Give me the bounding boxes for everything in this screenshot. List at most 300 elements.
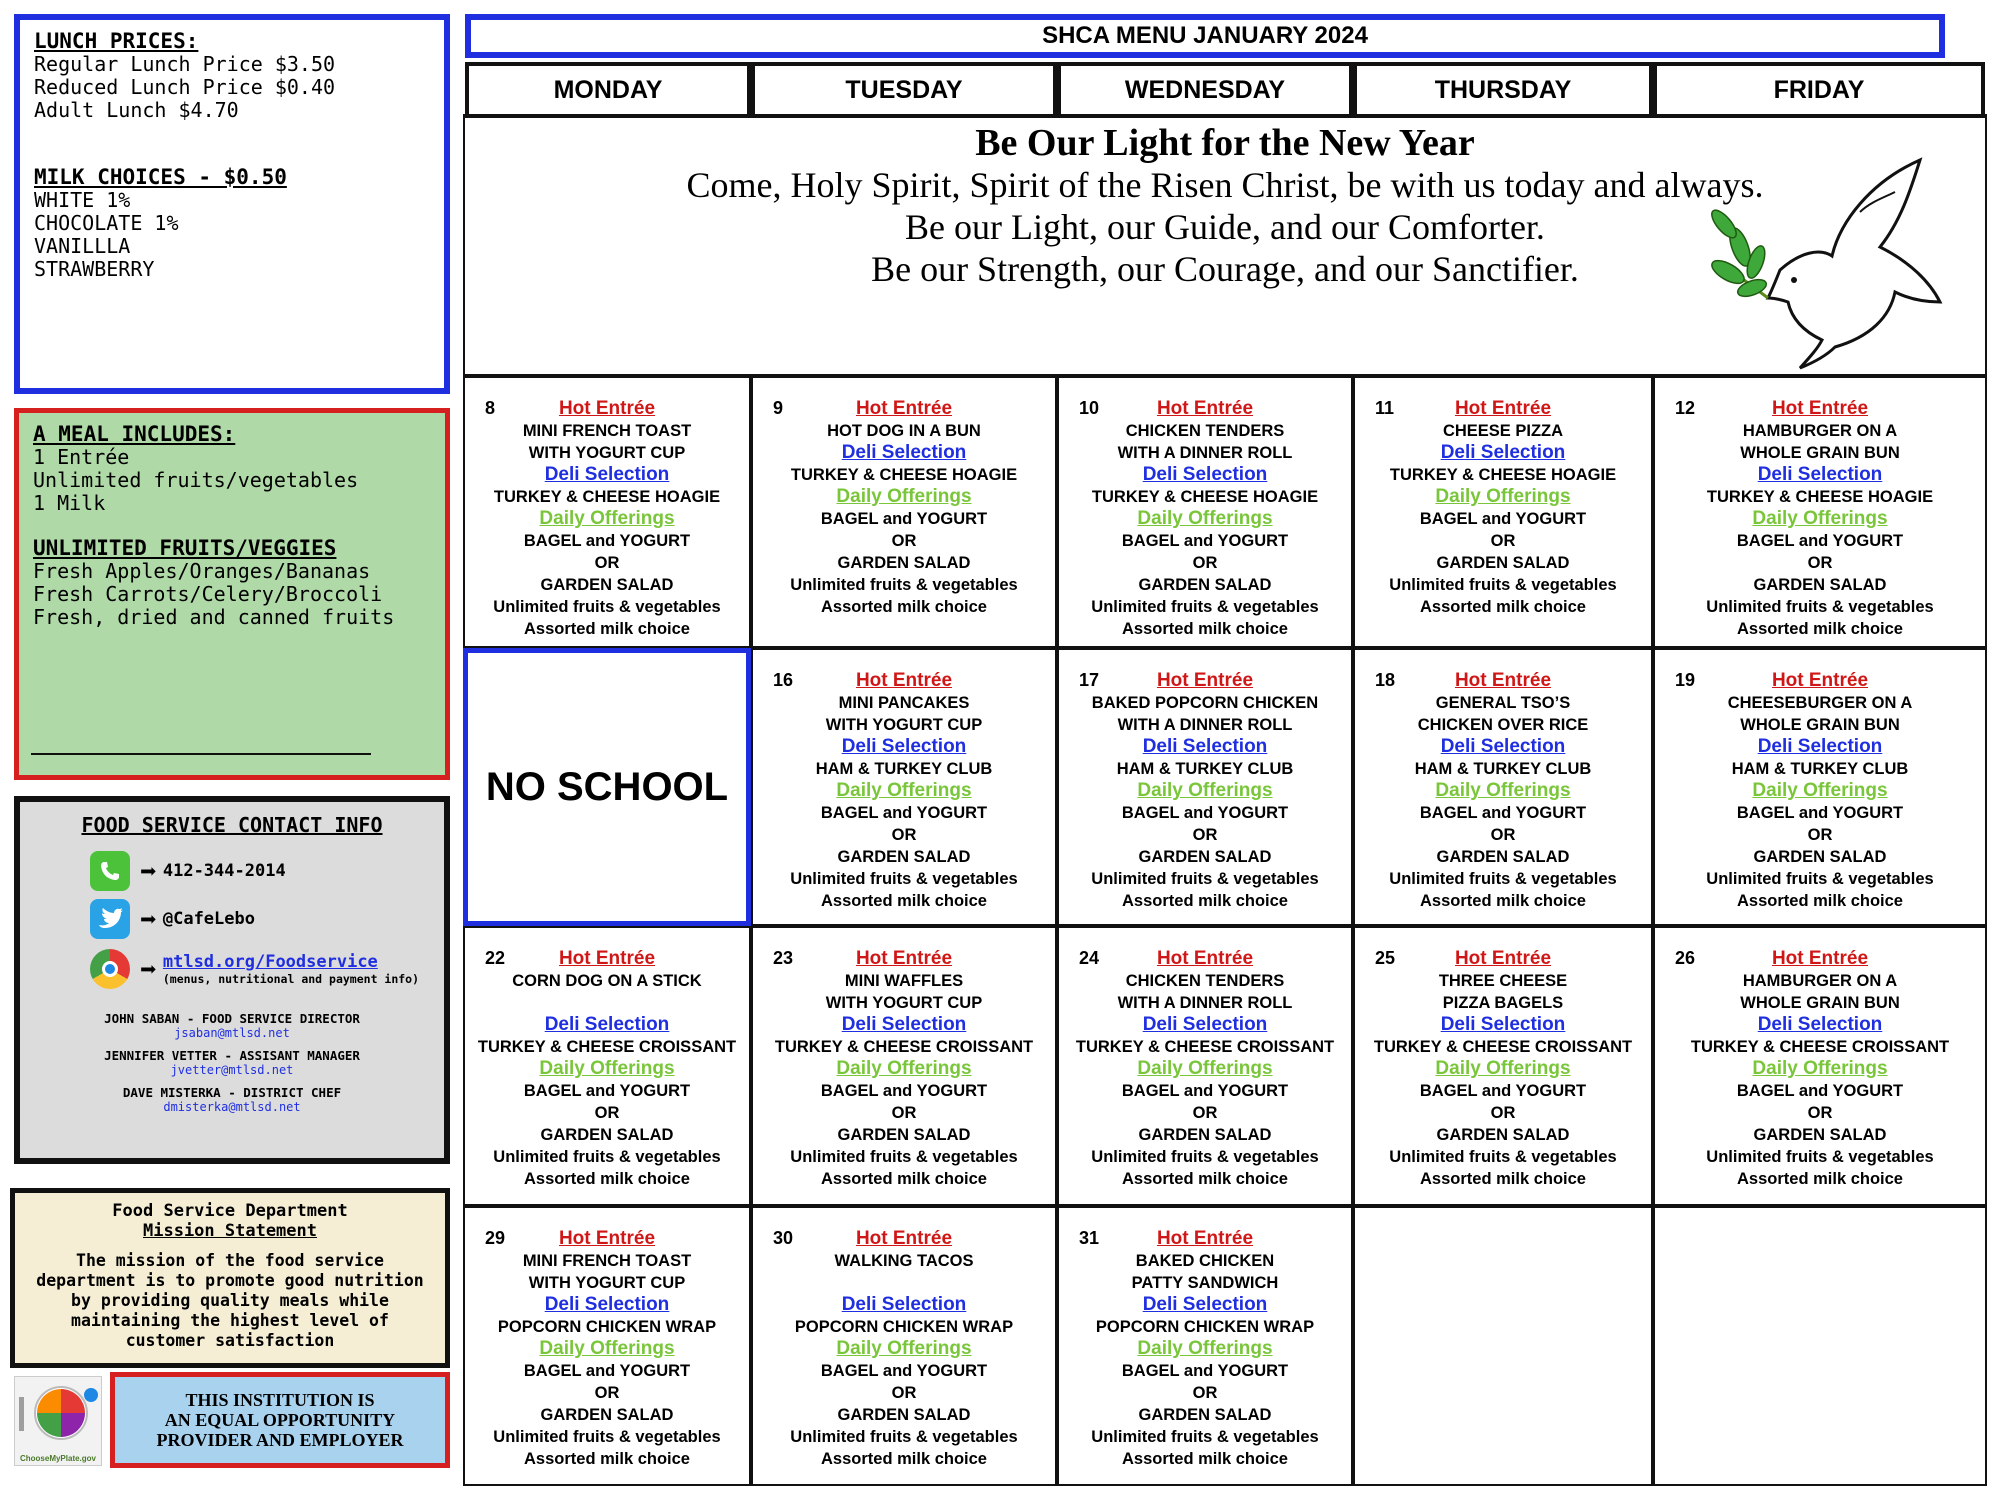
deli-item: HAM & TURKEY CLUB (815, 760, 993, 778)
daily-offering-item: BAGEL and YOGURT (523, 1362, 691, 1380)
daily-offering-item: GARDEN SALAD (1436, 554, 1570, 572)
hot-entree-item: WITH YOGURT CUP (528, 1274, 686, 1292)
milk-choice-note: Assorted milk choice (1122, 1450, 1288, 1468)
menu-day-cell (1353, 376, 1653, 648)
deli-selection-label: Deli Selection (1440, 736, 1566, 757)
staff-title: DAVE MISTERKA - DISTRICT CHEF (122, 1085, 342, 1100)
unlimited-fruits-note: Unlimited fruits & vegetables (1706, 598, 1934, 616)
hot-entree-item: WITH A DINNER ROLL (1117, 716, 1293, 734)
day-number: 17 (1079, 670, 1100, 690)
deli-item: HAM & TURKEY CLUB (1414, 760, 1592, 778)
day-number: 29 (485, 1228, 506, 1248)
daily-offering-item: BAGEL and YOGURT (820, 510, 988, 528)
meal-item: 1 Milk (33, 491, 106, 515)
menu-day-cell (1057, 376, 1353, 648)
milk-choice-note: Assorted milk choice (524, 1450, 690, 1468)
deli-item: POPCORN CHICKEN WRAP (497, 1318, 717, 1336)
menu-day-cell (751, 648, 1057, 926)
deli-selection-label: Deli Selection (1757, 736, 1883, 757)
hot-entree-item: MINI WAFFLES (844, 972, 964, 990)
day-number: 25 (1375, 948, 1396, 968)
staff-email[interactable]: dmisterka@mtlsd.net (163, 1100, 301, 1114)
menu-day-cell (463, 376, 751, 648)
menu-day-cell (751, 1206, 1057, 1486)
menu-day-content (1355, 670, 1651, 912)
daily-offering-item: BAGEL and YOGURT (1121, 1362, 1289, 1380)
menu-day-cell (1057, 1206, 1353, 1486)
hot-entree-item: MINI PANCAKES (838, 694, 970, 712)
day-number: 10 (1079, 398, 1100, 418)
or-separator: OR (1192, 554, 1218, 572)
banner-line: Be our Light, our Guide, and our Comforter. (905, 207, 1545, 247)
or-separator: OR (891, 532, 917, 550)
hot-entree-item: WHOLE GRAIN BUN (1740, 716, 1900, 734)
hot-entree-label: Hot Entrée (1156, 670, 1254, 691)
hot-entree-label: Hot Entrée (1771, 670, 1869, 691)
hot-entree-item: GENERAL TSO’S (1435, 694, 1571, 712)
hot-entree-item: WALKING TACOS (834, 1252, 974, 1270)
eeo-line: AN EQUAL OPPORTUNITY (164, 1410, 396, 1430)
daily-offering-item: GARDEN SALAD (540, 576, 674, 594)
deli-item: TURKEY & CHEESE HOAGIE (1706, 488, 1934, 506)
twitter-icon (90, 899, 130, 939)
unlimited-fruits-note: Unlimited fruits & vegetables (493, 1148, 721, 1166)
veggie-item: Fresh Carrots/Celery/Broccoli (33, 582, 383, 606)
daily-offerings-label: Daily Offerings (1137, 1338, 1273, 1359)
menu-day-cell (463, 1206, 751, 1486)
milk-choice-note: Assorted milk choice (1122, 620, 1288, 638)
milk-choice-note: Assorted milk choice (524, 620, 690, 638)
menu-day-content (753, 948, 1055, 1190)
day-number: 22 (485, 948, 506, 968)
myplate-label: ChooseMyPlate.gov (19, 1454, 96, 1463)
staff-title: JOHN SABAN - FOOD SERVICE DIRECTOR (104, 1011, 360, 1026)
daily-offering-item: BAGEL and YOGURT (820, 1362, 988, 1380)
twitter-handle[interactable]: @CafeLebo (162, 909, 255, 929)
staff-entry (30, 1085, 434, 1114)
daily-offerings-label: Daily Offerings (1752, 1058, 1888, 1079)
hot-entree-item: CORN DOG ON A STICK (512, 972, 702, 990)
website-link[interactable]: mtlsd.org/Foodservice (162, 952, 378, 972)
milk-choice-note: Assorted milk choice (1737, 892, 1903, 910)
daily-offering-item: GARDEN SALAD (1436, 848, 1570, 866)
or-separator: OR (1192, 1384, 1218, 1402)
deli-selection-label: Deli Selection (1757, 464, 1883, 485)
or-separator: OR (1192, 826, 1218, 844)
daily-offering-item: GARDEN SALAD (1138, 848, 1272, 866)
daily-offering-item: BAGEL and YOGURT (1121, 804, 1289, 822)
hot-entree-item: PATTY SANDWICH (1131, 1274, 1279, 1292)
staff-title: JENNIFER VETTER - ASSISANT MANAGER (104, 1048, 360, 1063)
hot-entree-item: WITH YOGURT CUP (825, 716, 983, 734)
menu-day-cell (1653, 376, 1987, 648)
hot-entree-label: Hot Entrée (855, 398, 953, 419)
banner-line: Be our Strength, our Courage, and our Sanctifier. (871, 249, 1579, 289)
website-note: (menus, nutritional and payment info) (162, 972, 420, 986)
unlimited-fruits-note: Unlimited fruits & vegetables (1389, 576, 1617, 594)
deli-item: POPCORN CHICKEN WRAP (794, 1318, 1014, 1336)
milk-choice-note: Assorted milk choice (1737, 1170, 1903, 1188)
hot-entree-item: BAKED CHICKEN (1135, 1252, 1275, 1270)
day-number: 24 (1079, 948, 1100, 968)
phone-row (90, 847, 434, 895)
daily-offering-item: BAGEL and YOGURT (523, 532, 691, 550)
mission-title: Food Service Department (112, 1201, 348, 1221)
day-header-monday (465, 62, 751, 118)
daily-offering-item: GARDEN SALAD (1436, 1126, 1570, 1144)
milk-choice-note: Assorted milk choice (1737, 620, 1903, 638)
chrome-icon (90, 949, 130, 989)
price-line: Adult Lunch $4.70 (34, 98, 239, 122)
deli-item: TURKEY & CHEESE HOAGIE (1389, 466, 1617, 484)
day-header-thursday (1353, 62, 1653, 118)
day-number: 9 (773, 398, 784, 418)
hot-entree-label: Hot Entrée (1771, 948, 1869, 969)
menu-day-cell (1057, 648, 1353, 926)
hot-entree-label: Hot Entrée (855, 948, 953, 969)
deli-selection-label: Deli Selection (1142, 1014, 1268, 1035)
deli-selection-label: Deli Selection (1142, 1294, 1268, 1315)
daily-offering-item: BAGEL and YOGURT (1121, 532, 1289, 550)
lunch-prices-box (14, 14, 450, 394)
milk-choices-heading: MILK CHOICES - $0.50 (34, 165, 287, 189)
daily-offering-item: BAGEL and YOGURT (1419, 510, 1587, 528)
dove-illustration (1710, 152, 1960, 372)
day-header-friday (1653, 62, 1985, 118)
daily-offering-item: GARDEN SALAD (837, 1406, 971, 1424)
unlimited-fruits-note: Unlimited fruits & vegetables (1091, 1148, 1319, 1166)
hot-entree-item: WITH A DINNER ROLL (1117, 444, 1293, 462)
arrow-right-icon: ➡ (140, 854, 157, 888)
veggie-item: Fresh Apples/Oranges/Bananas (33, 559, 371, 583)
daily-offering-item: GARDEN SALAD (1138, 1126, 1272, 1144)
hot-entree-item: CHICKEN TENDERS (1125, 422, 1285, 440)
day-number: 31 (1079, 1228, 1100, 1248)
or-separator: OR (1807, 554, 1833, 572)
hot-entree-item: CHICKEN TENDERS (1125, 972, 1285, 990)
or-separator: OR (1490, 532, 1516, 550)
hot-entree-item: WITH YOGURT CUP (825, 994, 983, 1012)
daily-offering-item: BAGEL and YOGURT (1736, 532, 1904, 550)
unlimited-fruits-note: Unlimited fruits & vegetables (493, 598, 721, 616)
deli-item: HAM & TURKEY CLUB (1116, 760, 1294, 778)
phone-icon (90, 851, 130, 891)
hot-entree-item: HAMBURGER ON A (1742, 972, 1898, 990)
milk-item: CHOCOLATE 1% (34, 211, 179, 235)
hot-entree-label: Hot Entrée (1454, 670, 1552, 691)
milk-choice-note: Assorted milk choice (821, 1450, 987, 1468)
milk-choice-note: Assorted milk choice (524, 1170, 690, 1188)
meal-item: 1 Entrée (33, 445, 130, 469)
unlimited-fruits-note: Unlimited fruits & vegetables (1091, 870, 1319, 888)
hot-entree-item: CHICKEN OVER RICE (1417, 716, 1589, 734)
hot-entree-label: Hot Entrée (1156, 948, 1254, 969)
menu-day-cell (1353, 648, 1653, 926)
deli-selection-label: Deli Selection (841, 1014, 967, 1035)
daily-offering-item: BAGEL and YOGURT (1419, 804, 1587, 822)
menu-day-cell (463, 926, 751, 1206)
or-separator: OR (594, 1104, 620, 1122)
day-number: 26 (1675, 948, 1696, 968)
menu-day-content (1355, 948, 1651, 1190)
or-separator: OR (891, 1384, 917, 1402)
deli-item: TURKEY & CHEESE CROISSANT (1075, 1038, 1335, 1056)
menu-day-content (465, 1228, 749, 1470)
hot-entree-item: WHOLE GRAIN BUN (1740, 994, 1900, 1012)
twitter-row (90, 895, 434, 943)
day-number: 12 (1675, 398, 1696, 418)
hot-entree-item: CHEESE PIZZA (1442, 422, 1564, 440)
hot-entree-label: Hot Entrée (558, 398, 656, 419)
day-header-wednesday (1057, 62, 1353, 118)
unlimited-fruits-note: Unlimited fruits & vegetables (790, 1148, 1018, 1166)
contact-box (14, 796, 450, 1164)
veggie-item: Fresh, dried and canned fruits (33, 605, 395, 629)
daily-offering-item: BAGEL and YOGURT (820, 1082, 988, 1100)
unlimited-fruits-note: Unlimited fruits & vegetables (790, 870, 1018, 888)
deli-selection-label: Deli Selection (1440, 442, 1566, 463)
day-header-label: TUESDAY (845, 75, 963, 104)
deli-selection-label: Deli Selection (544, 1014, 670, 1035)
hot-entree-label: Hot Entrée (1454, 398, 1552, 419)
daily-offering-item: GARDEN SALAD (1753, 1126, 1887, 1144)
deli-selection-label: Deli Selection (841, 736, 967, 757)
myplate-logo (14, 1376, 102, 1466)
or-separator: OR (891, 1104, 917, 1122)
empty-cell (1353, 1206, 1653, 1486)
daily-offerings-label: Daily Offerings (539, 1058, 675, 1079)
unlimited-fruits-note: Unlimited fruits & vegetables (790, 1428, 1018, 1446)
menu-title (465, 14, 1945, 58)
price-line: Reduced Lunch Price $0.40 (34, 75, 336, 99)
daily-offering-item: BAGEL and YOGURT (820, 804, 988, 822)
menu-day-content (465, 948, 749, 1190)
eeo-line: PROVIDER AND EMPLOYER (156, 1430, 404, 1450)
unlimited-fruits-note: Unlimited fruits & vegetables (790, 576, 1018, 594)
or-separator: OR (1490, 826, 1516, 844)
daily-offerings-label: Daily Offerings (836, 1338, 972, 1359)
menu-day-content (1655, 670, 1985, 912)
daily-offering-item: BAGEL and YOGURT (1736, 1082, 1904, 1100)
no-school-label: NO SCHOOL (485, 764, 729, 809)
unlimited-fruits-note: Unlimited fruits & vegetables (1091, 598, 1319, 616)
daily-offerings-label: Daily Offerings (1137, 1058, 1273, 1079)
staff-email[interactable]: jvetter@mtlsd.net (170, 1063, 294, 1077)
deli-selection-label: Deli Selection (544, 464, 670, 485)
menu-day-cell (751, 926, 1057, 1206)
staff-email[interactable]: jsaban@mtlsd.net (174, 1026, 290, 1040)
meal-includes-heading: A MEAL INCLUDES: (33, 422, 236, 446)
hot-entree-label: Hot Entrée (1156, 398, 1254, 419)
phone-number[interactable]: 412-344-2014 (162, 861, 286, 881)
hot-entree-label: Hot Entrée (558, 1228, 656, 1249)
day-header-label: WEDNESDAY (1124, 75, 1286, 104)
deli-selection-label: Deli Selection (1142, 464, 1268, 485)
daily-offering-item: GARDEN SALAD (1753, 576, 1887, 594)
menu-day-content (1355, 398, 1651, 618)
daily-offerings-label: Daily Offerings (1435, 1058, 1571, 1079)
day-number: 18 (1375, 670, 1396, 690)
daily-offerings-label: Daily Offerings (1435, 486, 1571, 507)
day-number: 8 (485, 398, 496, 418)
menu-day-content (1655, 398, 1985, 640)
or-separator: OR (594, 1384, 620, 1402)
daily-offerings-label: Daily Offerings (1435, 780, 1571, 801)
deli-selection-label: Deli Selection (1757, 1014, 1883, 1035)
unlimited-fruits-note: Unlimited fruits & vegetables (1389, 1148, 1617, 1166)
mission-box (10, 1188, 450, 1368)
day-header-label: THURSDAY (1434, 75, 1572, 104)
staff-entry (30, 1048, 434, 1077)
banner-title: Be Our Light for the New Year (975, 122, 1475, 164)
unlimited-fruits-note: Unlimited fruits & vegetables (1706, 870, 1934, 888)
daily-offering-item: GARDEN SALAD (1138, 1406, 1272, 1424)
daily-offering-item: GARDEN SALAD (1753, 848, 1887, 866)
day-number: 16 (773, 670, 794, 690)
unlimited-fruits-note: Unlimited fruits & vegetables (493, 1428, 721, 1446)
contact-heading: FOOD SERVICE CONTACT INFO (81, 813, 383, 837)
deli-item: TURKEY & CHEESE CROISSANT (1373, 1038, 1633, 1056)
daily-offering-item: GARDEN SALAD (1138, 576, 1272, 594)
daily-offering-item: GARDEN SALAD (540, 1406, 674, 1424)
daily-offerings-label: Daily Offerings (836, 486, 972, 507)
daily-offering-item: BAGEL and YOGURT (1121, 1082, 1289, 1100)
daily-offering-item: GARDEN SALAD (837, 848, 971, 866)
menu-day-content (1059, 948, 1351, 1190)
hot-entree-item: HAMBURGER ON A (1742, 422, 1898, 440)
hot-entree-item: MINI FRENCH TOAST (522, 422, 692, 440)
hot-entree-item: WITH A DINNER ROLL (1117, 994, 1293, 1012)
hot-entree-item: THREE CHEESE (1438, 972, 1568, 990)
arrow-right-icon: ➡ (140, 902, 157, 936)
hot-entree-item: HOT DOG IN A BUN (827, 422, 981, 440)
eeo-line: THIS INSTITUTION IS (185, 1390, 375, 1410)
milk-choice-note: Assorted milk choice (1122, 892, 1288, 910)
banner-line: Come, Holy Spirit, Spirit of the Risen Christ, be with us today and always. (686, 165, 1764, 205)
menu-day-cell (1353, 926, 1653, 1206)
milk-choice-note: Assorted milk choice (1420, 598, 1586, 616)
no-school-cell (463, 648, 751, 926)
hot-entree-label: Hot Entrée (1156, 1228, 1254, 1249)
day-header-label: FRIDAY (1773, 75, 1865, 104)
menu-day-content (465, 398, 749, 640)
hot-entree-item: MINI FRENCH TOAST (522, 1252, 692, 1270)
unlimited-fruits-note: Unlimited fruits & vegetables (1706, 1148, 1934, 1166)
hot-entree-label: Hot Entrée (558, 948, 656, 969)
or-separator: OR (891, 826, 917, 844)
day-number: 23 (773, 948, 794, 968)
deli-item: TURKEY & CHEESE CROISSANT (774, 1038, 1034, 1056)
arrow-right-icon: ➡ (140, 952, 157, 986)
milk-choice-note: Assorted milk choice (821, 892, 987, 910)
milk-choice-note: Assorted milk choice (821, 1170, 987, 1188)
hot-entree-item: WHOLE GRAIN BUN (1740, 444, 1900, 462)
daily-offerings-label: Daily Offerings (1752, 780, 1888, 801)
deli-item: TURKEY & CHEESE HOAGIE (790, 466, 1018, 484)
deli-selection-label: Deli Selection (544, 1294, 670, 1315)
menu-day-cell (751, 376, 1057, 648)
daily-offerings-label: Daily Offerings (1137, 780, 1273, 801)
menu-day-content (1655, 948, 1985, 1190)
daily-offering-item: GARDEN SALAD (540, 1126, 674, 1144)
menu-day-content (1059, 670, 1351, 912)
deli-item: TURKEY & CHEESE HOAGIE (1091, 488, 1319, 506)
milk-item: VANILLLA (34, 234, 131, 258)
daily-offering-item: BAGEL and YOGURT (1736, 804, 1904, 822)
deli-item: HAM & TURKEY CLUB (1731, 760, 1909, 778)
milk-item: WHITE 1% (34, 188, 131, 212)
equal-opportunity-box (110, 1372, 450, 1468)
menu-day-cell (1653, 926, 1987, 1206)
staff-entry (30, 1011, 434, 1040)
day-number: 19 (1675, 670, 1696, 690)
hot-entree-label: Hot Entrée (855, 670, 953, 691)
hot-entree-label: Hot Entrée (1771, 398, 1869, 419)
or-separator: OR (1807, 1104, 1833, 1122)
daily-offering-item: GARDEN SALAD (837, 1126, 971, 1144)
daily-offerings-label: Daily Offerings (539, 1338, 675, 1359)
hot-entree-item: PIZZA BAGELS (1442, 994, 1564, 1012)
deli-selection-label: Deli Selection (841, 442, 967, 463)
lunch-prices-heading: LUNCH PRICES: (34, 29, 199, 53)
meal-includes-box (14, 408, 450, 780)
menu-day-content (1059, 398, 1351, 640)
day-header-label: MONDAY (553, 75, 663, 104)
milk-choice-note: Assorted milk choice (1420, 1170, 1586, 1188)
milk-choice-note: Assorted milk choice (1122, 1170, 1288, 1188)
milk-choice-note: Assorted milk choice (821, 598, 987, 616)
daily-offerings-label: Daily Offerings (1752, 508, 1888, 529)
deli-selection-label: Deli Selection (1440, 1014, 1566, 1035)
unlimited-fruits-note: Unlimited fruits & vegetables (1389, 870, 1617, 888)
day-number: 11 (1375, 398, 1395, 418)
hot-entree-label: Hot Entrée (855, 1228, 953, 1249)
mission-subtitle: Mission Statement (143, 1221, 317, 1241)
unlimited-fruits-note: Unlimited fruits & vegetables (1091, 1428, 1319, 1446)
deli-selection-label: Deli Selection (841, 1294, 967, 1315)
deli-item: TURKEY & CHEESE HOAGIE (493, 488, 721, 506)
or-separator: OR (1807, 826, 1833, 844)
menu-day-content (753, 670, 1055, 912)
daily-offerings-label: Daily Offerings (539, 508, 675, 529)
or-separator: OR (1490, 1104, 1516, 1122)
mission-text: The mission of the food service department is to promote good nutrition by providing quality meals while maintaining the highest level of customer satisfaction (36, 1251, 424, 1350)
milk-item: STRAWBERRY (34, 257, 155, 281)
meal-item: Unlimited fruits/vegetables (33, 468, 359, 492)
daily-offerings-label: Daily Offerings (1137, 508, 1273, 529)
menu-day-content (1059, 1228, 1351, 1470)
menu-day-cell (1653, 648, 1987, 926)
menu-day-cell (1057, 926, 1353, 1206)
menu-title-text: SHCA MENU JANUARY 2024 (1042, 22, 1368, 49)
unlimited-veggies-heading: UNLIMITED FRUITS/VEGGIES (33, 536, 337, 560)
day-number: 30 (773, 1228, 794, 1248)
deli-item: POPCORN CHICKEN WRAP (1095, 1318, 1315, 1336)
menu-day-content (753, 398, 1055, 618)
daily-offerings-label: Daily Offerings (836, 1058, 972, 1079)
hot-entree-item: BAKED POPCORN CHICKEN (1091, 694, 1319, 712)
day-header-tuesday (751, 62, 1057, 118)
web-row (90, 943, 434, 995)
hot-entree-item: CHEESEBURGER ON A (1727, 694, 1913, 712)
empty-cell (1653, 1206, 1987, 1486)
daily-offerings-label: Daily Offerings (836, 780, 972, 801)
daily-offering-item: BAGEL and YOGURT (1419, 1082, 1587, 1100)
hot-entree-item: WITH YOGURT CUP (528, 444, 686, 462)
daily-offering-item: GARDEN SALAD (837, 554, 971, 572)
hot-entree-label: Hot Entrée (1454, 948, 1552, 969)
deli-item: TURKEY & CHEESE CROISSANT (477, 1038, 737, 1056)
